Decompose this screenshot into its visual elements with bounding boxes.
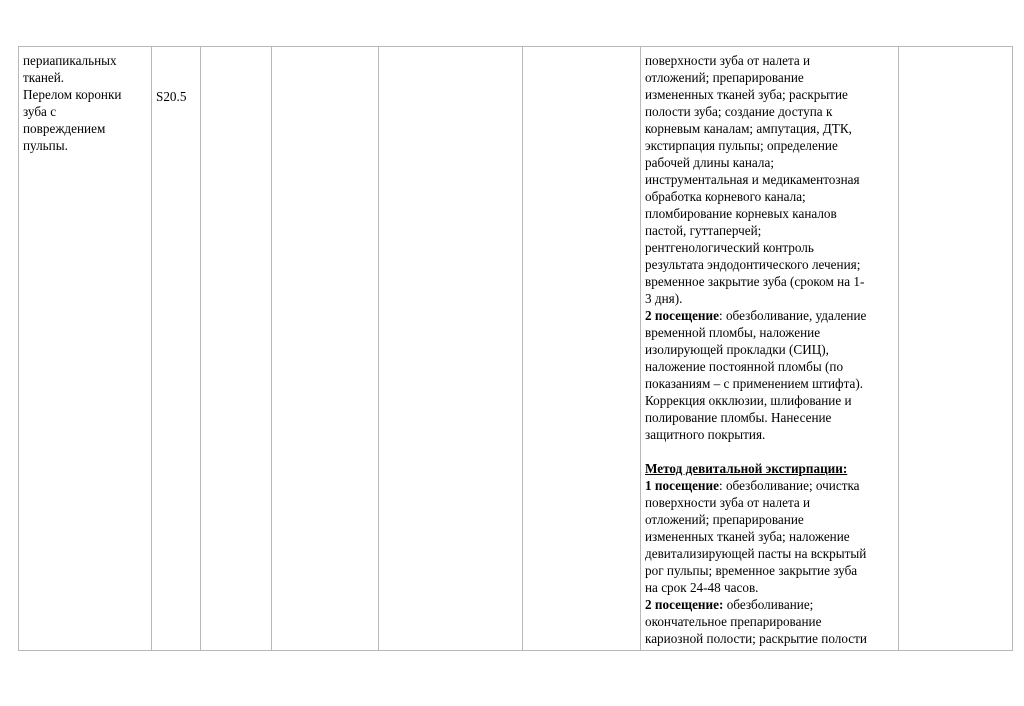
text-line: наложение постоянной пломбы (по [645,359,844,374]
text-line: на срок 24-48 часов. [645,580,759,595]
empty-cell [379,47,523,651]
text-line: отложений; препарирование [645,512,804,527]
empty-cell [201,47,272,651]
text-line: девитализирующей пасты на вскрытый [645,546,867,561]
text-line: полирование пломбы. Нанесение [645,410,832,425]
method-visit-2-line [645,596,895,613]
text-line: защитного покрытия. [645,427,766,442]
text-line: измененных тканей зуба; раскрытие [645,87,848,102]
method-visit-2-label: 2 посещение: [645,597,724,612]
empty-cell [272,47,379,651]
text-line: результата эндодонтического лечения; [645,257,861,272]
table-row [19,47,1013,651]
text-line: корневым каналам; ампутация, ДТК, [645,121,852,136]
text-line: инструментальная и медикаментозная [645,172,860,187]
diagnosis-line: зуба с [23,104,57,119]
blank-line [645,443,895,460]
treatment-cell [641,47,899,651]
text-line: обработка корневого канала; [645,189,806,204]
text-line: рабочей длины канала; [645,155,774,170]
text-line: кариозной полости; раскрытие полости [645,631,867,646]
method-heading: Метод девитальной экстирпации: [645,461,848,476]
treatment-paragraph [645,52,895,307]
method-visit-1-line [645,477,895,494]
diagnosis-line: повреждением [23,121,106,136]
diagnosis-cell [19,47,152,651]
diagnosis-line: периапикальных [23,53,117,68]
text-line: изолирующей прокладки (СИЦ), [645,342,829,357]
text-line: полости зуба; создание доступа к [645,104,833,119]
icd-code-cell [152,47,201,651]
text-line: поверхности зуба от налета и [645,495,811,510]
text-line: измененных тканей зуба; наложение [645,529,850,544]
visit-2-label: 2 посещение [645,308,719,323]
method-visit-2-paragraph [645,613,895,647]
diagnosis-line: пульпы. [23,138,68,153]
text-line: рентгенологический контроль [645,240,814,255]
text-line: пастой, гуттаперчей; [645,223,762,238]
text-line: окончательное препарирование [645,614,822,629]
text-line: показаниям – с применением штифта). [645,376,864,391]
method-visit-1-label: 1 посещение [645,478,719,493]
diagnosis-line: тканей. [23,70,65,85]
text-line: рог пульпы; временное закрытие зуба [645,563,858,578]
text-line: Коррекция окклюзии, шлифование и [645,393,852,408]
text-line: отложений; препарирование [645,70,804,85]
method-visit-2-text: обезболивание; [723,597,814,612]
visit-2-text: : обезболивание, удаление [719,308,867,323]
empty-cell [523,47,641,651]
method-visit-1-paragraph [645,494,895,596]
visit-2-line [645,307,895,324]
text-line: поверхности зуба от налета и [645,53,811,68]
empty-cell [899,47,1013,651]
text-line: пломбирование корневых каналов [645,206,837,221]
text-line: временное закрытие зуба (сроком на 1- [645,274,865,289]
text-line: временной пломбы, наложение [645,325,821,340]
method-visit-1-text: : обезболивание; очистка [719,478,860,493]
icd-code: S20.5 [156,89,187,104]
visit-2-paragraph [645,324,895,443]
treatment-table [18,46,1013,651]
diagnosis-line: Перелом коронки [23,87,122,102]
text-line: 3 дня). [645,291,683,306]
text-line: экстирпация пульпы; определение [645,138,838,153]
